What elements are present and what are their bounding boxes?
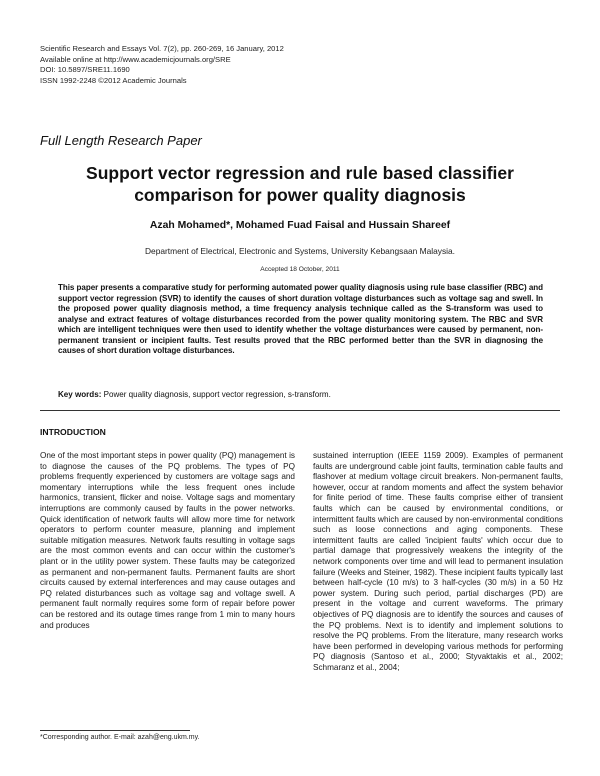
footnote-divider [40,730,190,731]
corresponding-author-footnote: *Corresponding author. E-mail: azah@eng.ukm.my. [40,734,200,741]
keywords [58,390,543,399]
section-divider [40,410,560,411]
intro-column-right [313,451,563,673]
journal-citation: Scientific Research and Essays Vol. 7(2), pp. 260-269, 16 January, 2012 [40,44,284,53]
paper-title-line-1: Support vector regression and rule based classifier [86,163,514,183]
journal-online-url: Available online at http://www.academicjournals.org/SRE [40,54,231,64]
affiliation: Department of Electrical, Electronic and Systems, University Kebangsaan Malaysia. [144,246,455,256]
paper-title [40,162,560,206]
journal-issn: ISSN 1992-2248 ©2012 Academic Journals [40,75,187,85]
intro-paragraph-left: One of the most important steps in power quality (PQ) management is to diagnose the causes of the PQ problems. The types of PQ problems frequently experienced by customers are voltage sags and momentary interruptions while the less frequent ones include harmonics, transient, flicker and noise. Voltage sags and momentary interruptions are commonly caused by faults in the power networks. Quick identification of network faults will allow more time for network operators to perform counter measure, planning and implement suitable mitigation measures. Network faults resulting in voltage sags are the most common events and can occur within the customer's plant or in the utility power system. These faults may be categorized as permanent and non-permanent faults. Permanent faults are short circuits caused by external interferences and may cause outages and PQ related disturbances such as voltage sag and voltage swell. A permanent fault normally requires some form of repair before power can be restored and its outage times range from 1 min to many hours and produces [40,451,295,630]
accepted-date: Accepted 18 October, 2011 [260,266,340,273]
abstract: This paper presents a comparative study for performing automated power quality diagnosis using rule base classifier (RBC) and support vector regression (SVR) to identify the causes of short duration voltage disturbances such as voltage sag and swell. In the proposed power quality diagnosis method, a time frequency analysis technique called as the S-transform was used to analyse and extract features of voltage disturbances recorded from the power quality monitoring system. The RBC and SVR which are intelligent techniques were then used to identify whether the voltage disturbances were caused by permanent, non-permanent transient or incipient faults. Test results proved that the RBC performed better than the SVR in diagnosing the causes of short duration voltage disturbances. [58,283,543,355]
keywords-label: Key words: [58,390,102,399]
paper-title-line-2: comparison for power quality diagnosis [134,185,466,205]
journal-doi: DOI: 10.5897/SRE11.1690 [40,65,130,75]
intro-paragraph-right: sustained interruption (IEEE 1159 2009). Examples of permanent faults are underground cable joint faults, termination cable faults and flashover at medium voltage circuit breakers. Non-permanent faults, however, occur at random moments and affect the system behavior for finite period of time. These faults comprise either of transient faults which can be caused by environmental conditions, or intermittent faults which are caused by non-environmental conditions such as loose connections and aging components. These intermittent faults are called 'incipient faults' which occur due to partial damage that progressively weakens the integrity of the network components over time and will lead to permanent insulation failure (Weeks and Steiner, 1982). These incipient faults typically last between half-cycle (10 m/s) to 3 half-cycles (30 m/s) in a 50 Hz power system. During such period, partial discharges (PD) are present in the voltage and current waveforms. The primary objectives of PQ diagnosis are to identify the sources and causes of the PQ problems. Next is to identify and implement solutions to resolve the PQ problems. From the literature, many research works have been performed in developing various methods for performing PQ diagnosis (Santoso et al., 2000; Styvaktakis et al., 2002; Schmaranz et al., 2004; [313,451,563,672]
keywords-text: Power quality diagnosis, support vector regression, s-transform. [103,390,331,399]
paper-type: Full Length Research Paper [40,133,202,148]
intro-column-left [40,451,295,716]
author-list: Azah Mohamed*, Mohamed Fuad Faisal and Hussain Shareef [149,220,451,231]
introduction-heading: INTRODUCTION [40,427,106,437]
journal-header [40,44,284,86]
